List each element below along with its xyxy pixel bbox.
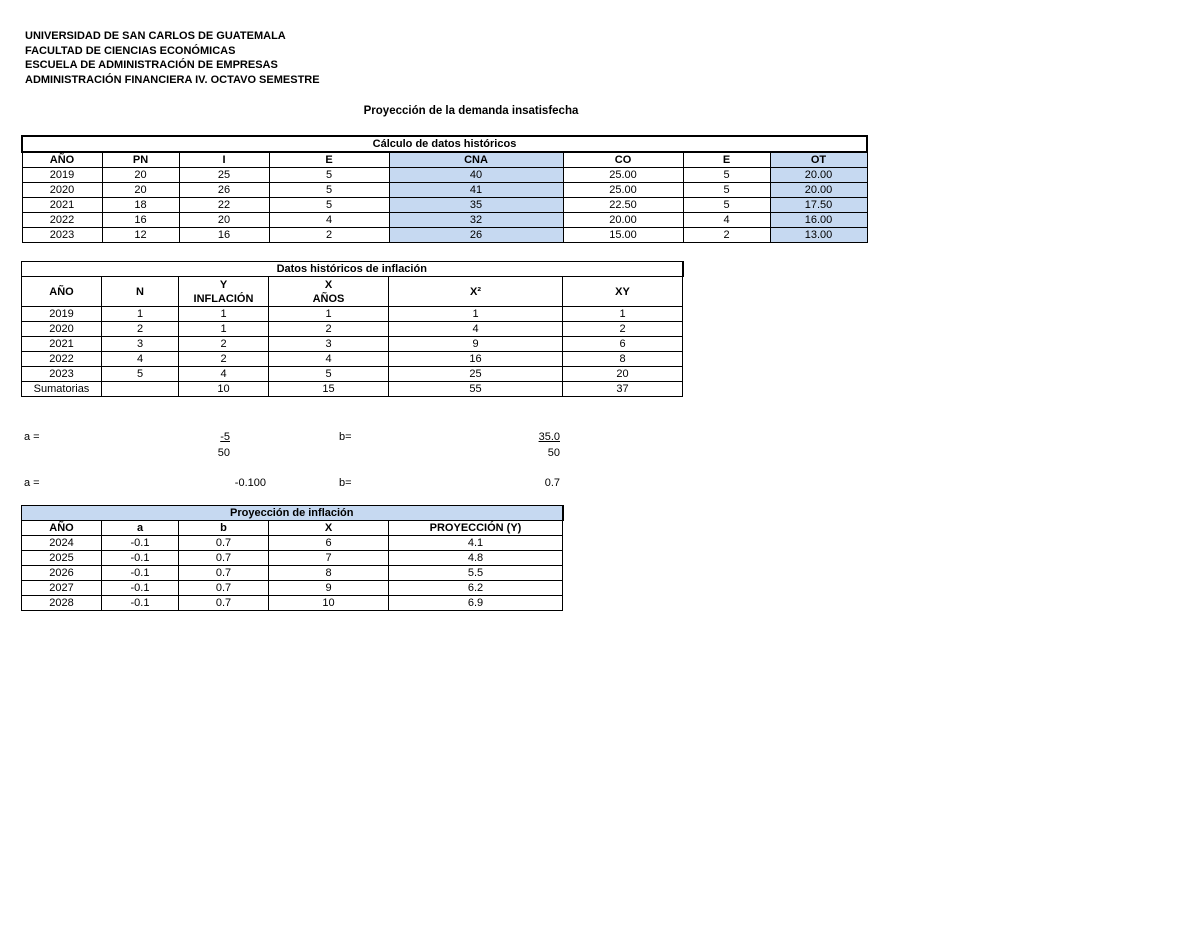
table-cell: 2 (563, 322, 683, 337)
a-result-label: a = (24, 477, 40, 489)
totals-label: Sumatorias (22, 382, 102, 397)
historic-column-header: PN (102, 152, 179, 168)
table-cell: 41 (389, 183, 563, 198)
table-row (22, 581, 563, 596)
table-cell: 18 (102, 198, 179, 213)
table-cell: 1 (389, 307, 563, 322)
inflation-column-header: X AÑOS (269, 277, 389, 307)
inflation-table-caption: Datos históricos de inflación (22, 262, 683, 277)
table-cell: 0.7 (179, 551, 269, 566)
table-cell: 3 (269, 337, 389, 352)
table-cell: 7 (269, 551, 389, 566)
table-cell: 6.9 (389, 596, 563, 611)
table-cell: 16 (102, 213, 179, 228)
header-line-course: ADMINISTRACIÓN FINANCIERA IV. OCTAVO SEMESTRE (25, 73, 320, 86)
total-cell: 15 (269, 382, 389, 397)
table-cell: 1 (179, 322, 269, 337)
table-cell: 0.7 (179, 581, 269, 596)
table-row (22, 183, 867, 198)
table-cell: 0.7 (179, 536, 269, 551)
table-row (22, 367, 683, 382)
table-row (22, 536, 563, 551)
table-cell: -0.1 (102, 596, 179, 611)
table-cell: 4 (389, 322, 563, 337)
b-result-value: 0.7 (544, 477, 560, 489)
table-cell: 2023 (22, 228, 102, 243)
table-cell: 2025 (22, 551, 102, 566)
table-cell: 5 (269, 198, 389, 213)
inflation-projection-table (21, 505, 564, 611)
table-cell: 2 (179, 337, 269, 352)
inflation-column-header: N (102, 277, 179, 307)
table-row (22, 551, 563, 566)
historic-column-header: E (269, 152, 389, 168)
table-cell: 5.5 (389, 566, 563, 581)
inflation-column-header: XY (563, 277, 683, 307)
table-cell: 2028 (22, 596, 102, 611)
historic-column-header: CNA (389, 152, 563, 168)
table-cell: 1 (563, 307, 683, 322)
table-cell: 20 (179, 213, 269, 228)
table-row (22, 596, 563, 611)
total-cell: 55 (389, 382, 563, 397)
b-result-label: b= (339, 477, 352, 489)
table-cell: 16 (389, 352, 563, 367)
document-title: Proyección de la demanda insatisfecha (363, 105, 579, 117)
table-cell: 9 (389, 337, 563, 352)
table-cell: 2024 (22, 536, 102, 551)
a-denominator: 50 (217, 447, 230, 459)
table-row (22, 307, 683, 322)
table-cell: 5 (102, 367, 179, 382)
table-cell: 8 (269, 566, 389, 581)
a-formula-label: a = (24, 431, 40, 443)
table-cell: 5 (683, 183, 770, 198)
table-row (22, 228, 867, 243)
inflation-column-header: X² (389, 277, 563, 307)
table-cell: 2 (179, 352, 269, 367)
table-cell: 4 (269, 213, 389, 228)
a-numerator: -5 (220, 431, 230, 443)
table-cell: 4 (102, 352, 179, 367)
table-cell: 3 (102, 337, 179, 352)
table-cell: 2023 (22, 367, 102, 382)
projection-column-header: PROYECCIÓN (Y) (389, 521, 563, 536)
table-cell: 4.1 (389, 536, 563, 551)
b-numerator: 35.0 (538, 431, 560, 443)
table-cell: 2 (269, 228, 389, 243)
table-cell: 26 (179, 183, 269, 198)
table-cell: 1 (102, 307, 179, 322)
total-cell: 37 (563, 382, 683, 397)
inflation-column-header: Y INFLACIÓN (179, 277, 269, 307)
projection-column-header: AÑO (22, 521, 102, 536)
table-cell: 2021 (22, 198, 102, 213)
table-cell: 40 (389, 168, 563, 183)
header-line-university: UNIVERSIDAD DE SAN CARLOS DE GUATEMALA (25, 30, 286, 42)
table-cell: 6.2 (389, 581, 563, 596)
table-cell: 10 (269, 596, 389, 611)
table-cell: -0.1 (102, 581, 179, 596)
table-cell: 4 (683, 213, 770, 228)
table-cell: 17.50 (770, 198, 867, 213)
table-cell: 0.7 (179, 596, 269, 611)
b-denominator: 50 (547, 447, 560, 459)
table-cell: 25 (389, 367, 563, 382)
table-cell: 2020 (22, 183, 102, 198)
table-cell: 32 (389, 213, 563, 228)
total-cell (102, 382, 179, 397)
projection-column-header: a (102, 521, 179, 536)
table-cell: 2022 (22, 213, 102, 228)
table-cell: 4.8 (389, 551, 563, 566)
table-cell: 2019 (22, 168, 102, 183)
historic-column-header: AÑO (22, 152, 102, 168)
table-cell: 12 (102, 228, 179, 243)
table-row (22, 168, 867, 183)
table-cell: 6 (563, 337, 683, 352)
historic-column-header: OT (770, 152, 867, 168)
table-cell: 4 (179, 367, 269, 382)
table-cell: 5 (683, 198, 770, 213)
table-cell: 2 (269, 322, 389, 337)
table-cell: 20.00 (563, 213, 683, 228)
table-row (22, 337, 683, 352)
table-cell: -0.1 (102, 566, 179, 581)
table-cell: 2022 (22, 352, 102, 367)
table-cell: 20 (563, 367, 683, 382)
table-cell: 6 (269, 536, 389, 551)
table-cell: 2027 (22, 581, 102, 596)
university-header (25, 29, 320, 87)
table-cell: 16.00 (770, 213, 867, 228)
table-cell: 20 (102, 183, 179, 198)
inflation-history-table (21, 261, 684, 397)
a-result-value: -0.100 (234, 477, 266, 489)
table-cell: 2019 (22, 307, 102, 322)
table-cell: -0.1 (102, 551, 179, 566)
table-cell: 22 (179, 198, 269, 213)
table-cell: 5 (269, 367, 389, 382)
table-cell: 25.00 (563, 168, 683, 183)
table-row (22, 198, 867, 213)
header-line-faculty: FACULTAD DE CIENCIAS ECONÓMICAS (25, 44, 236, 57)
table-row (22, 352, 683, 367)
total-cell: 10 (179, 382, 269, 397)
historic-column-header: I (179, 152, 269, 168)
historic-data-table (21, 135, 868, 243)
table-row (22, 322, 683, 337)
projection-column-header: b (179, 521, 269, 536)
inflation-column-header: AÑO (22, 277, 102, 307)
table-cell: 20 (102, 168, 179, 183)
table-cell: 2 (683, 228, 770, 243)
table-cell: 2021 (22, 337, 102, 352)
table-cell: 20.00 (770, 168, 867, 183)
table-cell: 1 (269, 307, 389, 322)
table-cell: 5 (269, 168, 389, 183)
table-cell: 8 (563, 352, 683, 367)
table-cell: 15.00 (563, 228, 683, 243)
table-cell: 35 (389, 198, 563, 213)
table-row (22, 566, 563, 581)
historic-column-header: E (683, 152, 770, 168)
table-cell: 25.00 (563, 183, 683, 198)
table-cell: 13.00 (770, 228, 867, 243)
totals-row (22, 382, 683, 397)
projection-table-caption: Proyección de inflación (22, 506, 563, 521)
table-cell: 22.50 (563, 198, 683, 213)
table-cell: 25 (179, 168, 269, 183)
table-cell: 0.7 (179, 566, 269, 581)
historic-column-header: CO (563, 152, 683, 168)
table-cell: 1 (179, 307, 269, 322)
table-row (22, 213, 867, 228)
table-cell: 5 (683, 168, 770, 183)
table-cell: -0.1 (102, 536, 179, 551)
b-formula-label: b= (339, 431, 352, 443)
projection-column-header: X (269, 521, 389, 536)
table-cell: 16 (179, 228, 269, 243)
table-cell: 26 (389, 228, 563, 243)
table-cell: 20.00 (770, 183, 867, 198)
table-cell: 2 (102, 322, 179, 337)
historic-table-caption: Cálculo de datos históricos (22, 136, 867, 152)
header-line-school: ESCUELA DE ADMINISTRACIÓN DE EMPRESAS (25, 59, 278, 71)
table-cell: 9 (269, 581, 389, 596)
table-cell: 5 (269, 183, 389, 198)
table-cell: 4 (269, 352, 389, 367)
table-cell: 2020 (22, 322, 102, 337)
table-cell: 2026 (22, 566, 102, 581)
